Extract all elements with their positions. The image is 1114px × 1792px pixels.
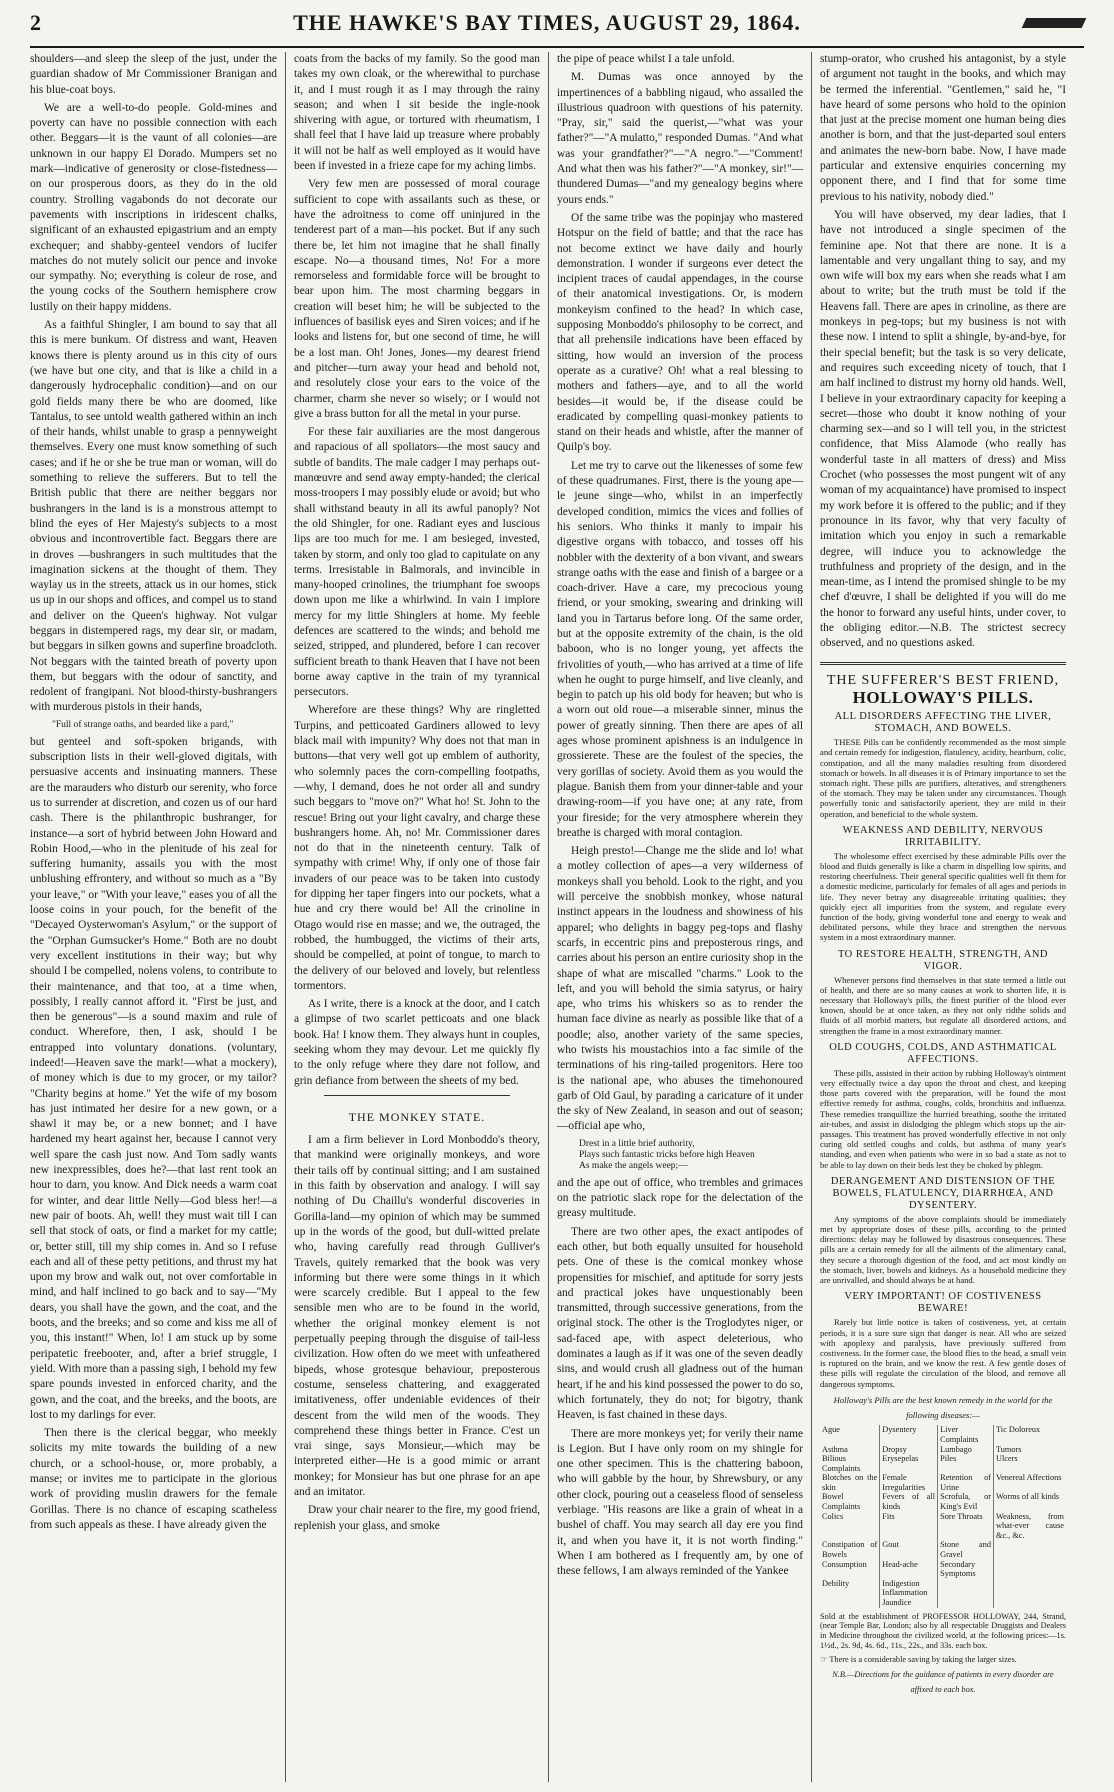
decorative-mark-icon — [1022, 18, 1087, 28]
table-cell: Blotches on the skin — [822, 1473, 878, 1492]
paragraph: Let me try to carve out the likenesses of some few of these quadrumanes. First, there is the young ape—le jeune singe—who, whilst in an imperfectly developed condition, mimics the vices and follies of his seniors. Who thinks it manly to impair his digestive organs with tobacco, and tosses off his nobbler with the dexterity of a bon vivant, and swears strange oaths with the ease and finish of a bargee or a coach-driver. Have a care, my precocious young friend, or your smoking, swearing and drinking will land you in Tartarus before long. Of the same order, but at the opposite extremity of the chain, is the old baboon, who is no longer young, yet affects the frivolities of youth,—who has arrived at a time of life when he ought to purge himself, and live cleanly, and begin to patch up his old body for heaven; but who is a worn out old roue—a miserable sinner, minus the power of greatly sinning. Then there are apes of all ages whose prominent apishness is an indulgence in grossierete. These are the foulest of the species, the very gorillas of society. Avoid them as you would the plague. Banish them from your dinner-table and your drawing-room—if you have one; at any rate, from your fireside; for the very atmosphere wherein they breathe is charged with moral contagion. — [557, 459, 803, 839]
verse-quote — [579, 1139, 803, 1172]
table-cell: Colics — [822, 1511, 844, 1521]
table-cell — [994, 1588, 1067, 1598]
table-cell: Bowel Complaints — [822, 1492, 861, 1512]
ad-section-body: THESE Pills can be confidently recommended as the most simple and certain remedy for indigestion, flatulency, acidity, heartburn, colic, constipation, and all the many maladies resulting from disordered stomach or bowels. In all diseases it is of Primary importance to set the stomach right. These pills are purifiers, alteratives, and strengtheners of the stomach. They may be taken under any circumstances. Though powerfully tonic and satisfactorily aperient, they are mild in their operation, and beneficial to the whole system. — [820, 737, 1066, 819]
ad-section-title: OLD COUGHS, COLDS, AND ASTHMATICAL AFFECTIONS. — [829, 1041, 1057, 1065]
verse-line: Drest in a little brief authority, — [579, 1138, 695, 1149]
section-title: THE MONKEY STATE. — [348, 1109, 486, 1124]
paragraph: Draw your chair nearer to the fire, my good friend, replenish your glass, and smoke — [294, 1504, 540, 1532]
table-row — [820, 1512, 1066, 1541]
ad-section-title: TO RESTORE HEALTH, STRENGTH, AND VIGOR. — [837, 948, 1049, 972]
table-cell: Female Irregularities — [880, 1473, 938, 1492]
paragraph: As I write, there is a knock at the door, and I catch a glimpse of two scarlet petticoats and one black book. Ha! I know them. They always hunt in couples, seeking whom they may devour. Let me quickly fly to the only refuge where they dare not follow, and grin defiance from between the sheets of my bed. — [294, 998, 540, 1087]
table-cell: Inflammation — [880, 1588, 938, 1598]
column-4 — [811, 52, 1074, 1782]
page-title: THE HAWKE'S BAY TIMES, AUGUST 29, 1864. — [293, 10, 801, 35]
table-cell: Indigestion — [880, 1579, 938, 1589]
holloway-advertisement — [820, 673, 1066, 1698]
section-divider — [820, 662, 1066, 665]
paragraph: but genteel and soft-spoken brigands, with subscription lists in their well-gloved digitals, with persuasive accents and insinuating manners. These are the marauders who disturb our serenity, who force us to surrender at discretion, and cozen us of our hard cash. There is the philanthropic bushranger, for instance—a sort of hybrid between John Howard and Robin Hood,—who in the plenitude of his zeal for suffering humanity, assails you with the most unblushing effrontery, and without so much as a "By your leave," or "With your leave," eases you of all the loose coins in your pouch, for the benefit of the "Decayed Oysterwoman's Asylum," or the support of the "Orphan Gumsucker's Home." Both are no doubt very excellent institutions in their way; but why should I be compelled, nolens volens, to contribute to their maintenance, and that too, at a time when, possibly, I really cannot afford it. "First be just, and then be generous"—is a sound maxim and rule of conduct. Wherefore, then, I ask, should I be entrapped into voluntary donations. (voluntary, indeed!—Heaven save the mark!—what a mockery), of money which is due to my grocer, or my tailor? "Charity begins at home." Yet the wife of my bosom has just intimated her desire for a new gown, or a shawl it may be, or a new bonnet; and I have hardened my heart against her, because I cannot very well spare the cash just now. And Tom sadly wants new inexpressibles, does he?—that last rent took an hour to darn, you know. And Dick needs a warm coat for winter, and dear little Nelly—God bless her!—a new pair of boots. Ah, well! they must wait till I can sell that stock of oats, or find a market for my cattle; or, better still, till my ship comes in. And so I refuse each and all of these petty petitions, and thrust my hat upon my brow and walk out, not over comfortable in mind, and half inclined to go back and to say—"My dears, you shall have the gown, and the coat, and the boots, and the breeks; and so come and kiss me all of you, this instant!" When, lo! I am stuck up by some peripatetic freebooter, and, after a brief struggle, I yield. With more than a passing sigh, I behold my few spare pounds invested in enforced charity, and the gown, and the coat, and the breeks, and the boots, are lost to my darlings for ever. — [30, 735, 277, 1421]
ad-footer-note: ☞ There is a considerable saving by taking the larger sizes. — [820, 1654, 1017, 1664]
table-cell — [994, 1560, 1067, 1579]
table-cell: Worms of all kinds — [994, 1492, 1067, 1511]
article-columns — [22, 52, 1092, 1782]
ad-section-title: DERANGEMENT AND DISTENSION OF THE BOWELS, FLATULENCY, DIARRHŒA, AND DYSENTERY. — [830, 1175, 1056, 1211]
paragraph: There are two other apes, the exact antipodes of each other, but both equally unsuited for household pets. One of these is the comical monkey whose propensities for mischief, and aptitude for sorry jests and practical jokes have unquestionably been transmitted, through successive generations, from the original stock. The other is the Troglodytes niger, or sad-faced ape, with aspect deleterious, who dominates a laugh as if it was one of the seven deadly sins, and would crush all gladness out of the human heart, if he and his kind possessed the power to do so, which fortunately, they do not; for bigotry, thank Heaven, is fast chained in these days. — [557, 1225, 803, 1422]
section-divider — [324, 1095, 510, 1096]
paragraph: We are a well-to-do people. Gold-mines and poverty can have no possible connection with each other. Beggars—it is the vaunt of all colonies—are unknown in our happy El Dorado. Mumpers set no mark—indicative of generosity or close-fistedness—on our prosperous doors, as they do in the old country. Strolling vagabonds do not decorate our pavements with inscriptions in iridescent chalks, significant of an exhausted epigastrium and an empty exchequer; and shabby-genteel vendors of lucifer matches do not mutely solicit our pence and invoke our sympathy. No; everything is coleur de rose, and the young cocks of the Southern hemisphere crow lustily on their happy middens. — [30, 101, 277, 313]
table-cell: Tumors — [994, 1445, 1067, 1455]
ad-section-body: The wholesome effect exercised by these admirable Pills over the blood and fluids generally is like a charm in dispelling low spirits, and restoring cheerfulness. Their general specific qualities well fit them for a domestic medicine, particularly for females of all ages and periods in life. They never betray any disagreeable irritating qualities; they quickly eject all impurities from the system, and regulate every function of the body, giving wonderful tone and energy to weak and debilitated persons, while they brace and strengthen the nervous system in a most extraordinary manner. — [820, 850, 1066, 943]
table-cell — [938, 1598, 994, 1608]
table-row — [820, 1598, 1066, 1608]
verse-line: As make the angels weep;— — [579, 1160, 688, 1171]
paragraph: M. Dumas was once annoyed by the impertinences of a babbling nigaud, who assailed the illustrious quadroon with questions of his paternity. "Pray, sir," said the querist,—"what was your father?"—"A mulatto," responded Dumas. "And what was your grandfather?"—"A negro."—"Comment! And what then was his father?"—"A monkey, sir!"—thundered Dumas—"and my genealogy begins where yours ends." — [557, 71, 803, 206]
ad-section-body: Whenever persons find themselves in that state termed a little out of health, and there are so many causes at work to shorten life, it is necessary that Holloway's pills, the finest purifier of the blood ever known, should be at once taken, as they not only ridthe solids and fluids of all morbid matters, but regulate all disordered actions, and strengthen the frame in a most extraordinary manner. — [820, 974, 1066, 1036]
paragraph: Heigh presto!—Change me the slide and lo! what a motley collection of apes—a very wilderness of monkeys shall you behold. Look to the right, and you will perceive the snobbish monkey, whose natural instinct appears in the loudness and showiness of his apparel; who delights in baggy peg-tops and flashy scarfs, in eccentric pins and preposterous rings, and carries about his person an entire curiosity shop in the shape of what are miscalled "charms." Look to the left, and you will behold the simia satyrus, or hairy ape, who trims his whiskers so as to render the human face divine as nearly as possible like that of a poodle; also, another variety of the same species, who twists his moustachios into a fac simile of the terminations of his ring-tailed progenitors. Here too is the national ape, who abuses the timehonoured garb of Old Gaul, by parading a caricature of it under the sky of New Zealand, in season and out of season;—official ape who, — [557, 845, 803, 1133]
table-cell: Fits — [880, 1512, 938, 1541]
table-row — [820, 1473, 1066, 1492]
table-cell: Stone and Gravel — [938, 1540, 994, 1559]
table-cell: Secondary Symptoms — [938, 1560, 994, 1579]
table-cell: Tic Doloreux — [994, 1425, 1067, 1444]
verse-line: Plays such fantastic tricks before high Heaven — [579, 1149, 755, 1160]
column-2 — [285, 52, 548, 1782]
table-cell: Dysentery — [880, 1425, 938, 1444]
table-cell: Debility — [822, 1578, 850, 1588]
table-cell: Retention of Urine — [938, 1473, 994, 1492]
table-cell: Piles — [938, 1454, 994, 1473]
paragraph: coats from the backs of my family. So the good man takes my own cloak, or the wherewithal to purchase it, and I must rough it as I may through the rainy season; and when I sit beside the ingle-nook shivering with ague, or tortured with rheumatism, I shall feel that I have laid up treasure where probably it will not be half as well employed as it would have been if invested in a frieze cape for my aching limbs. — [294, 53, 540, 173]
ad-title: HOLLOWAY'S PILLS. — [852, 687, 1034, 707]
table-row — [820, 1445, 1066, 1455]
table-cell: Ulcers — [994, 1454, 1067, 1473]
disease-table — [820, 1425, 1066, 1607]
table-cell: Ague — [822, 1425, 840, 1435]
table-cell: Fevers of all kinds — [880, 1492, 938, 1511]
paragraph: Wherefore are these things? Why are ringletted Turpins, and petticoated Gardiners allowed to levy black mail with impunity? Why does not that man in buttons—that very well got up emblem of authority, who solemnly paces the corn-compelling footpaths,—why, I demand, does he not order all and sundry such beggars to "move on?" What ho! St. John to the rescue! Bring out your light cavalry, and charge these bushrangers home. Ah, no! Mr. Commissioner dares not do that in the nineteenth century. Talk of sympathy with crime! Why, if only one of those fair invaders of our peace was to be taken into custody for dipping her taper fingers into our pockets, what a hue and cry there would be! All the crinoline in Otago would rise en masse; and we, the outraged, the robbed, the humbugged, the victims of their arts, should be compelled, at point of tongue, to march to the delivery of our beloved and lovely, but relentless tormentors. — [294, 704, 540, 992]
table-cell — [820, 1588, 880, 1598]
table-cell: Gout — [880, 1540, 938, 1559]
ad-section-body: These pills, assisted in their action by rubbing Holloway's ointment very effectually twice a day upon the throat and chest, and keeping those parts covered with the preparation, will be found the most effective remedy for asthma, coughs, colds, bronchitis and influenza. These remedies tranquillize the hurried breathing, soothe the irritated air-tubes, and assist in dislodging the phlegm which stops up the air-passages. This treatment has proved wonderfully effective in not only curing old settled coughs and colds, but asthma of many year's standing, and even when patients who were in so bad a state as not to be able to lay down on their beds lest they be choked by phlegm. — [820, 1067, 1066, 1170]
table-cell: Lumbago — [938, 1445, 994, 1455]
ad-section-title: WEAKNESS AND DEBILITY, NERVOUS IRRITABILITY. — [842, 824, 1044, 848]
ad-section-body: Rarely but little notice is taken of costiveness, yet, at certain periods, it is a sure sure sign that danger is near. All who are seized with apoplexy and paralysis, have previously suffered from costiveness. In the former case, the blood flies to the head, a small vein is ruptured on the brain, and we know the rest. A few gentle doses of these pills will regulate the circulation of the blood, and remove all dangerous symptoms. — [820, 1317, 1066, 1389]
paragraph: and the ape out of office, who trembles and grimaces on the patriotic slack rope for the delectation of the greasy multitude. — [557, 1176, 803, 1220]
table-cell: Weakness, from what-ever cause &c., &c. — [994, 1512, 1067, 1541]
paragraph: As a faithful Shingler, I am bound to say that all this is mere bunkum. Of distress and want, Heaven knows there is plenty around us in this city of ours (we have but one city, and that is like a child in a dangerously hydrocephalic condition)—and on our gold fields many there be who are doomed, like Tantalus, to see untold wealth gathered within an inch of their hands, whilst unable to grasp a pennyweight themselves. Every one must know something of such cases; and if he or she be true man or woman, will do something to relieve the sufferers. But to tell the British public that there are neither beggars nor bushrangers in the land is is a monstrous attempt to blind the eyes of Her Majesty's subjects to a most obvious and incontrovertible fact. Beggars there are in droves —bushrangers in such multitudes that the imagination sickens at the thought of them. They waylay us in the streets, attack us in our homes, stick us up in our shops and offices, and compel us to stand and deliver on the Queen's highway. Not vulgar beggars in distempered rags, my dear sir, or madam, but beggars in silken gowns and superfine broadcloth. Not beggars with the tainted breath of poverty upon them, but beggars with the odour of sanctity, and redolent of frangipani. Not blood-thirsty-bushrangers with murderous pistols in their hands, — [30, 319, 277, 714]
paragraph: You will have observed, my dear ladies, that I have not introduced a single specimen of the feminine ape. Not that there are none. It is a lamentable and very ungallant thing to say, and my own wife will box my ears when she reads what I am about to write; but the truth must be told if the Heavens fall. There are apes in crinoline, as there are monkeys in peg-tops; but my business is not with these now. I intend to split a shingle, by-and-bye, for their special benefit; but the task is so very delicate, and requires such exceeding nicety of touch, that I am half inclined to distrust my horny old hands. Well, I believe in your extraordinary capacity for keeping a secret—those who doubt it know nothing of your charming sex—and so I will tell you, in the strictest confidence, that Miss Alamode (who really has wonderful taste in all matters of dress) and Miss Crochet (who possesses the most pungent wit of any woman of my acquaintance) have promised to inspect my work before it is offered to the public; and if they pronounce in its favor, why that very faculty of imitation which you enjoy in such a remarkable degree, will induce you to acknowledge the truthfulness and propriety of the design, and in the mean-time, as I intend the promised shingle to be my chef d'œuvre, I shall be delighted if you will do me the honor to forward any useful hints, under cover, to the obliging editor.—N.B. The strictest secrecy observed, and no questions asked. — [820, 208, 1066, 650]
table-row — [820, 1579, 1066, 1589]
table-cell — [994, 1579, 1067, 1589]
table-cell: Jaundice — [880, 1598, 938, 1608]
ad-footer: Sold at the establishment of PROFESSOR HOLLOWAY, 244, Strand, (near Temple Bar, London; also by all respectable Druggists and Dealers in Medicine throughout the civilized world, at the following prices:—1s. 1½d., 2s. 9d, 4s. 6d., 11s., 22s., and 33s. each box. — [820, 1611, 1066, 1650]
table-row — [820, 1540, 1066, 1559]
paragraph: I am a firm believer in Lord Monboddo's theory, that mankind were originally monkeys, and wore their tails off by continual sitting; and I am sustained in this faith by observation and analogy. I will say nothing of Du Chaillu's wonderful discoveries in Gorilla-land—my opinion of which may be summed up in the words of the good, but dull-witted prelate who, having carefully read through Gulliver's Travels, quitely remarked that the book was very informing but there were some things in it which were scarcely credible. But I appeal to the few sensible men who are to be found in the world, whether the original monkey element is not perpetually peeping through the disguise of tail-less civilization. How often do we meet with unfeathered bipeds, whose grotesque behaviour, preposterous costume, senseless chattering, and exaggerated imitativeness, offer undeniable evidences of their descent from the wild men of the woods. They comprehend these things better in France. C'est un vrai singe, says Monsieur,—which may be interpreted either—He is a good mimic or arrant monkey; for Monsieur has but one phrase for an ape and an imitator. — [294, 1134, 540, 1499]
table-row — [820, 1588, 1066, 1598]
table-cell: Bilious Complaints — [822, 1454, 861, 1473]
table-row — [820, 1425, 1066, 1444]
ad-section-title: VERY IMPORTANT! OF COSTIVENESS BEWARE! — [844, 1291, 1042, 1315]
table-cell: Asthma — [822, 1444, 848, 1454]
table-cell: Scrofula, or King's Evil — [938, 1492, 994, 1511]
masthead — [30, 0, 1084, 48]
table-cell — [994, 1598, 1067, 1608]
table-cell: Liver Complaints — [938, 1425, 994, 1444]
table-cell — [938, 1588, 994, 1598]
paragraph: stump-orator, who crushed his antagonist, by a style of argument not taught in the books, and which may be termed the inferential. "Gentlemen," said he, "I have heard of some persons who hold to the opinion that just at the precise moment one human being dies another is born, and that the just-departed soul enters and animates the new-born babe. Now, I have made particular and extensive enquiries concerning my opponent there, and I find that for some time previous to his nativity, nobody died." — [820, 53, 1066, 203]
verse-quote: "Full of strange oaths, and bearded like a pard," — [52, 719, 234, 730]
paragraph: Of the same tribe was the popinjay who mastered Hotspur on the field of battle; and that the race has not become extinct we have daily and hourly demonstration. I wonder if surgeons ever detect the incipient traces of caudal appendages, in the course of their anatomical investigations. Or, is modern monkeyism confined to the head? In which case, supposing Monboddo's philosophy to be correct, and that all prehensile indications have been effaced by sitting, how would an inversion of the process operate as a curative? Oh! what a real blessing to mothers and fathers—aye, and to all the world besides—it would be, if the disease could be eradicated by compelling quasi-monkey patients to stand on their heads and whistle, after the manner of Quilp's boy. — [557, 211, 803, 454]
paragraph: the pipe of peace whilst I a tale unfold. — [557, 53, 735, 65]
table-cell: Head-ache — [880, 1560, 938, 1579]
table-cell — [820, 1598, 880, 1608]
table-cell: Erysepelas — [880, 1454, 938, 1473]
table-cell: Consumption — [822, 1559, 867, 1569]
ad-table-caption: Holloway's Pills are the best known remedy in the world for the following diseases:— — [833, 1394, 1053, 1421]
column-3 — [548, 52, 811, 1782]
table-cell — [938, 1579, 994, 1589]
ad-heading: THE SUFFERER'S BEST FRIEND, — [826, 672, 1060, 688]
table-row — [820, 1560, 1066, 1579]
paragraph: Then there is the clerical beggar, who meekly solicits my mite towards the building of a new church, or a school-house, or, more probably, a manse; or invites me to participate in the glorious work of providing muslin drawers for the female Gorillas. There is no chance of escaping scatheless from such appeals as these. I have already given the — [30, 1427, 277, 1531]
ad-section-body: Any symptoms of the above complaints should be immediately met by appropriate doses of these pills, according to the printed directions: delay may be followed by disastrous consequences. These pills are a certain remedy for all the ailments of the alimentary canal, they secure a thorough digestion of the food, and act most kindly on the stomach, liver, bowels and kidneys. As a household medicine they are unrivalled, and should always be at hand. — [820, 1213, 1066, 1286]
page-number: 2 — [30, 10, 41, 35]
table-cell: Venereal Affections — [994, 1473, 1067, 1492]
table-cell: Constipation of Bowels — [822, 1540, 878, 1560]
ad-directions: N.B.—Directions for the guidance of patients in every disorder are affixed to each box. — [832, 1669, 1054, 1694]
table-cell: Sore Throats — [938, 1512, 994, 1541]
table-row — [820, 1492, 1066, 1511]
paragraph: Very few men are possessed of moral courage sufficient to cope with assailants such as these, or have the adroitness to come off uninjured in the tenderest part of a man—his pocket. But if any such there be, let him not imagine that he shall finally escape. No—a thousand times, No! For a more remorseless and formidable force will be brought to bear upon him. The most charming beggars in creation will beset him; he will be subjected to the influences of basilisk eyes and Siren voices; and if he looks and listens for, but one second of time, he will be a lost man. Oh! Jones, Jones—my dearest friend and pitcher—turn away your head and behold not, and resolutely close your ears to the voice of the charmer, charm she never so wisely; or I would not give a brass button for all the metal in your purse. — [294, 178, 540, 420]
table-cell — [994, 1540, 1067, 1559]
column-1 — [22, 52, 285, 1782]
paragraph: shoulders—and sleep the sleep of the just, under the guardian shadow of Mr Commissioner Branigan and his blue-coat boys. — [30, 53, 277, 96]
ad-section-title: ALL DISORDERS AFFECTING THE LIVER, STOMACH, AND BOWELS. — [834, 711, 1052, 735]
table-row — [820, 1454, 1066, 1473]
paragraph: There are more monkeys yet; for verily their name is Legion. But I have only room on my shingle for one other specimen. This is the chattering baboon, who will gabble by the hour, by Shrewsbury, or any other clock, pouring out a ceaseless flood of senseless verbiage. "His reasons are like a grain of wheat in a bushel of chaff. You may search all day ere you find it, and when you have it, it is not worth finding." When I am bothered as I frequently am, by one of these fellows, I am always reminded of the Yankee — [557, 1427, 803, 1578]
paragraph: For these fair auxiliaries are the most dangerous and rapacious of all spoliators—the most saucy and subtle of bandits. The male cadger I may perhaps out-manœuvre and send away empty-handed; the clerical moss-troopers I may possibly elude or avoid; but who shall withstand beauty in all its awful panoply? Not the old Shingler, for one. Radiant eyes and luscious lips are too much for me. I am besieged, invested, taken by storm, and only too glad to capitulate on any terms. Irresistable in Balmorals, and invincible in many-hooped crinolines, the triumphant foe swoops down upon me like a whirlwind. In vain I implore mercy for my little Shinglers at home. My feeble defences are scattered to the winds; and behold me seized, stripped, and plundered, before I can recover sufficient breath to thank Heaven that I have not been borne away captive in the train of my tyrannical persecutors. — [294, 426, 540, 699]
table-cell: Dropsy — [880, 1445, 938, 1455]
